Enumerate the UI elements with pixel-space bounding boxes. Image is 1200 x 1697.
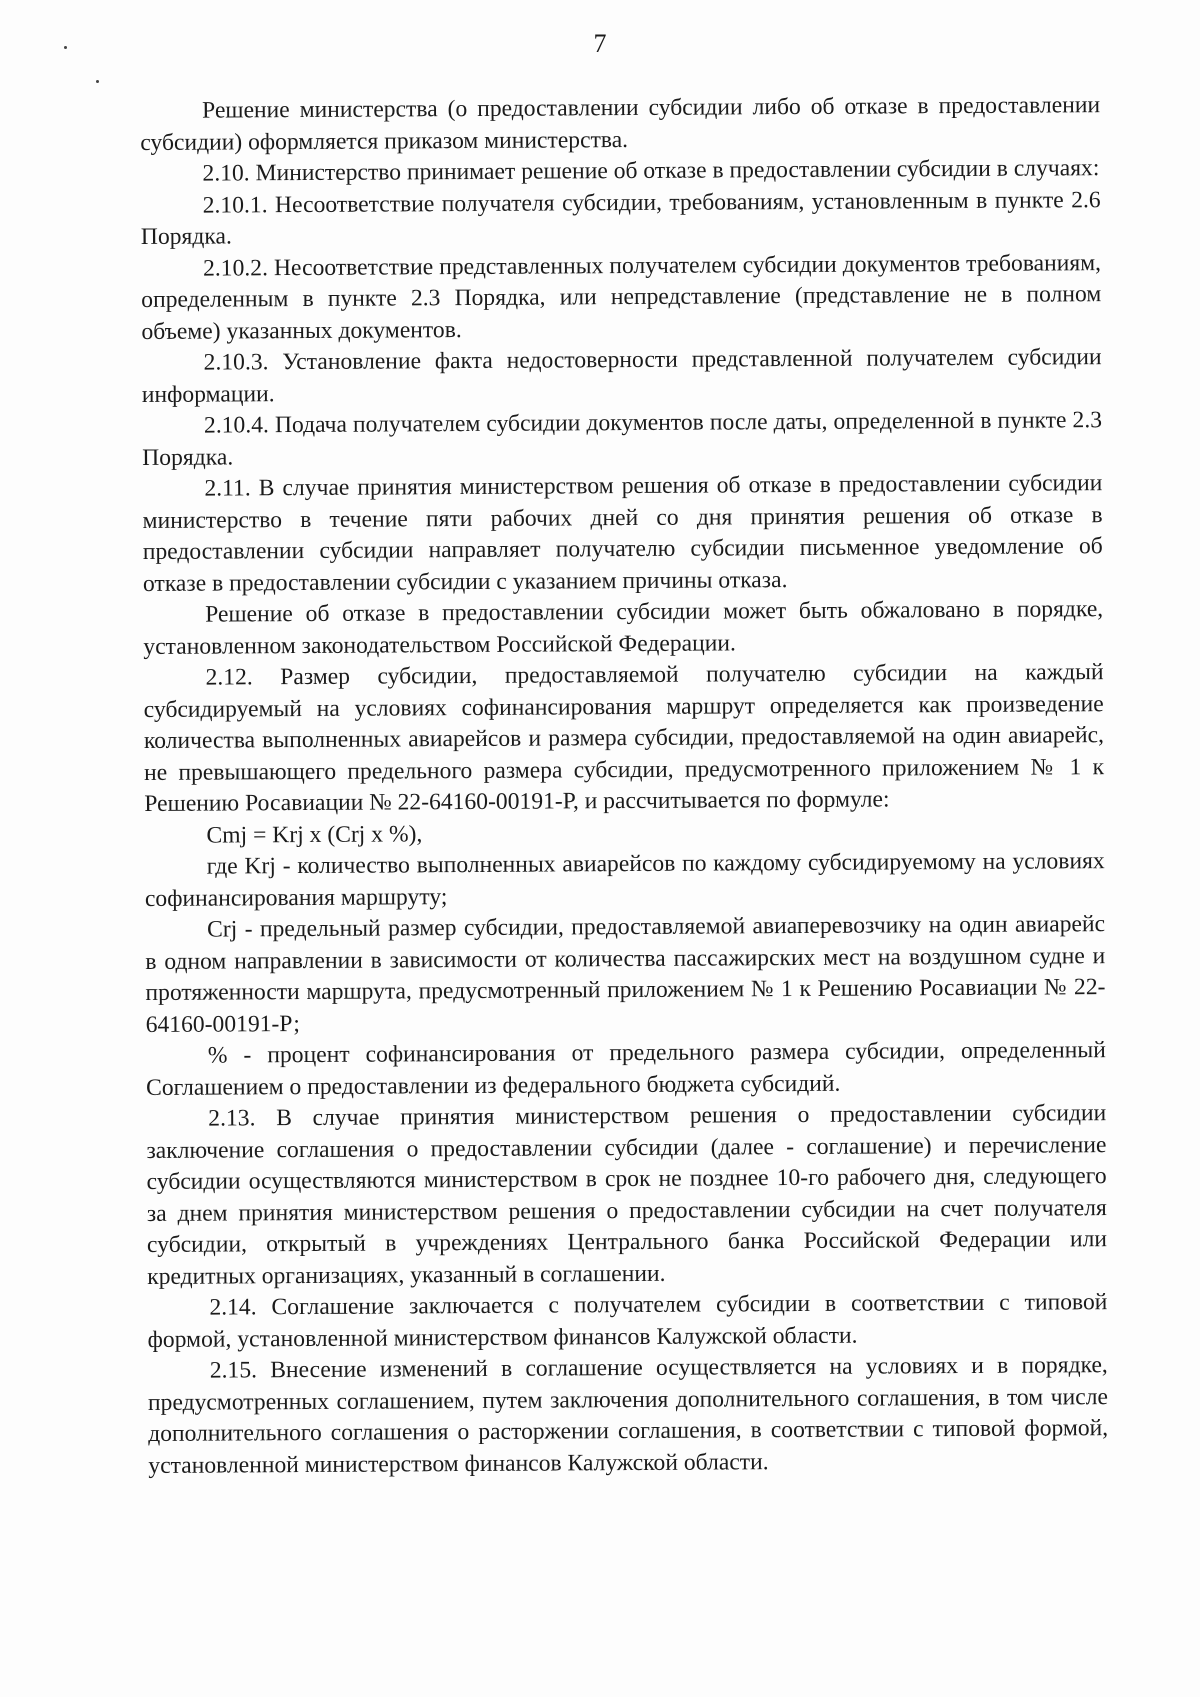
paragraph-2-10-4: 2.10.4. Подача получателем субсидии документов после даты, определенной в пункте 2.3 Порядка.: [142, 407, 1103, 471]
paragraph-2-14: 2.14. Соглашение заключается с получателем субсидии в соответствии с типовой формой, установленной министерством финансов Калужской области.: [147, 1289, 1108, 1353]
paragraph-2-15: 2.15. Внесение изменений в соглашение осуществляется на условиях и в порядке, предусмотренных соглашением, путем заключения дополнительного соглашения, в том числе дополнительного соглашения о расторжении соглашения, в соответствии с типовой формой, установленной министерством финансов Калужской области.: [147, 1352, 1109, 1479]
definition-crj: Crj - предельный размер субсидии, предоставляемой авиаперевозчику на один авиарейс в одном направлении в зависимости от количества пассажирских мест на воздушном судне и протяженности маршрута, предусмотренный приложением № 1 к Решению Росавиации № 22-64160-00191-Р;: [145, 911, 1106, 1038]
paragraph-2-11: 2.11. В случае принятия министерством решения об отказе в предоставлении субсидии министерство в течение пяти рабочих дней со дня принятия решения об отказе в предоставлении субсидии направляет получателю субсидии письменное уведомление об отказе в предоставлении субсидии с указанием причины отказа.: [142, 470, 1103, 597]
paragraph-2-10-3: 2.10.3. Установление факта недостоверности представленной получателем субсидии информации.: [141, 344, 1102, 408]
definition-percent: % - процент софинансирования от предельного размера субсидии, определенный Соглашением о предоставлении из федерального бюджета субсидий.: [145, 1037, 1106, 1101]
paragraph-appeal: Решение об отказе в предоставлении субсидии может быть обжаловано в порядке, установленном законодательством Российской Федерации.: [143, 596, 1104, 660]
paragraph-2-13: 2.13. В случае принятия министерством решения о предоставлении субсидии заключение соглашения о предоставлении субсидии (далее - соглашение) и перечисление субсидии осуществляются министерством в срок не позднее 10-го рабочего дня, следующего за днем принятия министерством решения о предоставлении субсидии на счет получателя субсидии, открытый в учреждениях Центрального банка Российской Федерации или кредитных организациях, указанный в соглашении.: [146, 1100, 1108, 1290]
subsidy-formula: Cmj = Krj x (Crj x %),: [206, 820, 423, 849]
paragraph-2-10-1: 2.10.1. Несоответствие получателя субсидии, требованиям, установленным в пункте 2.6 Порядка.: [140, 186, 1101, 250]
definition-krj: где Krj - количество выполненных авиарейсов по каждому субсидируемому на условиях софинансирования маршруту;: [144, 848, 1105, 912]
page-number: 7: [593, 29, 607, 58]
paragraph-2-12: 2.12. Размер субсидии, предоставляемой получателю субсидии на каждый субсидируемый на условиях софинансирования маршрут определяется как произведение количества выполненных авиарейсов и размера субсидии, предоставляемой на один авиарейс, не превышающего предельного размера субсидии, предусмотренного приложением № 1 к Решению Росавиации № 22-64160-00191-Р, и рассчитывается по формуле:: [143, 659, 1105, 817]
paragraph-2-10-2: 2.10.2. Несоответствие представленных получателем субсидии документов требованиям, определенным в пункте 2.3 Порядка, или непредставление (представление не в полном объеме) указанных документов.: [141, 249, 1102, 345]
paragraph-decision-order: Решение министерства (о предоставлении субсидии либо об отказе в предоставлении субсидии) оформляется приказом министерства.: [140, 92, 1101, 156]
document-body: [140, 90, 1108, 1482]
paragraph-2-10: 2.10. Министерство принимает решение об отказе в предоставлении субсидии в случаях:: [202, 155, 1100, 187]
scan-speck: [96, 80, 99, 83]
